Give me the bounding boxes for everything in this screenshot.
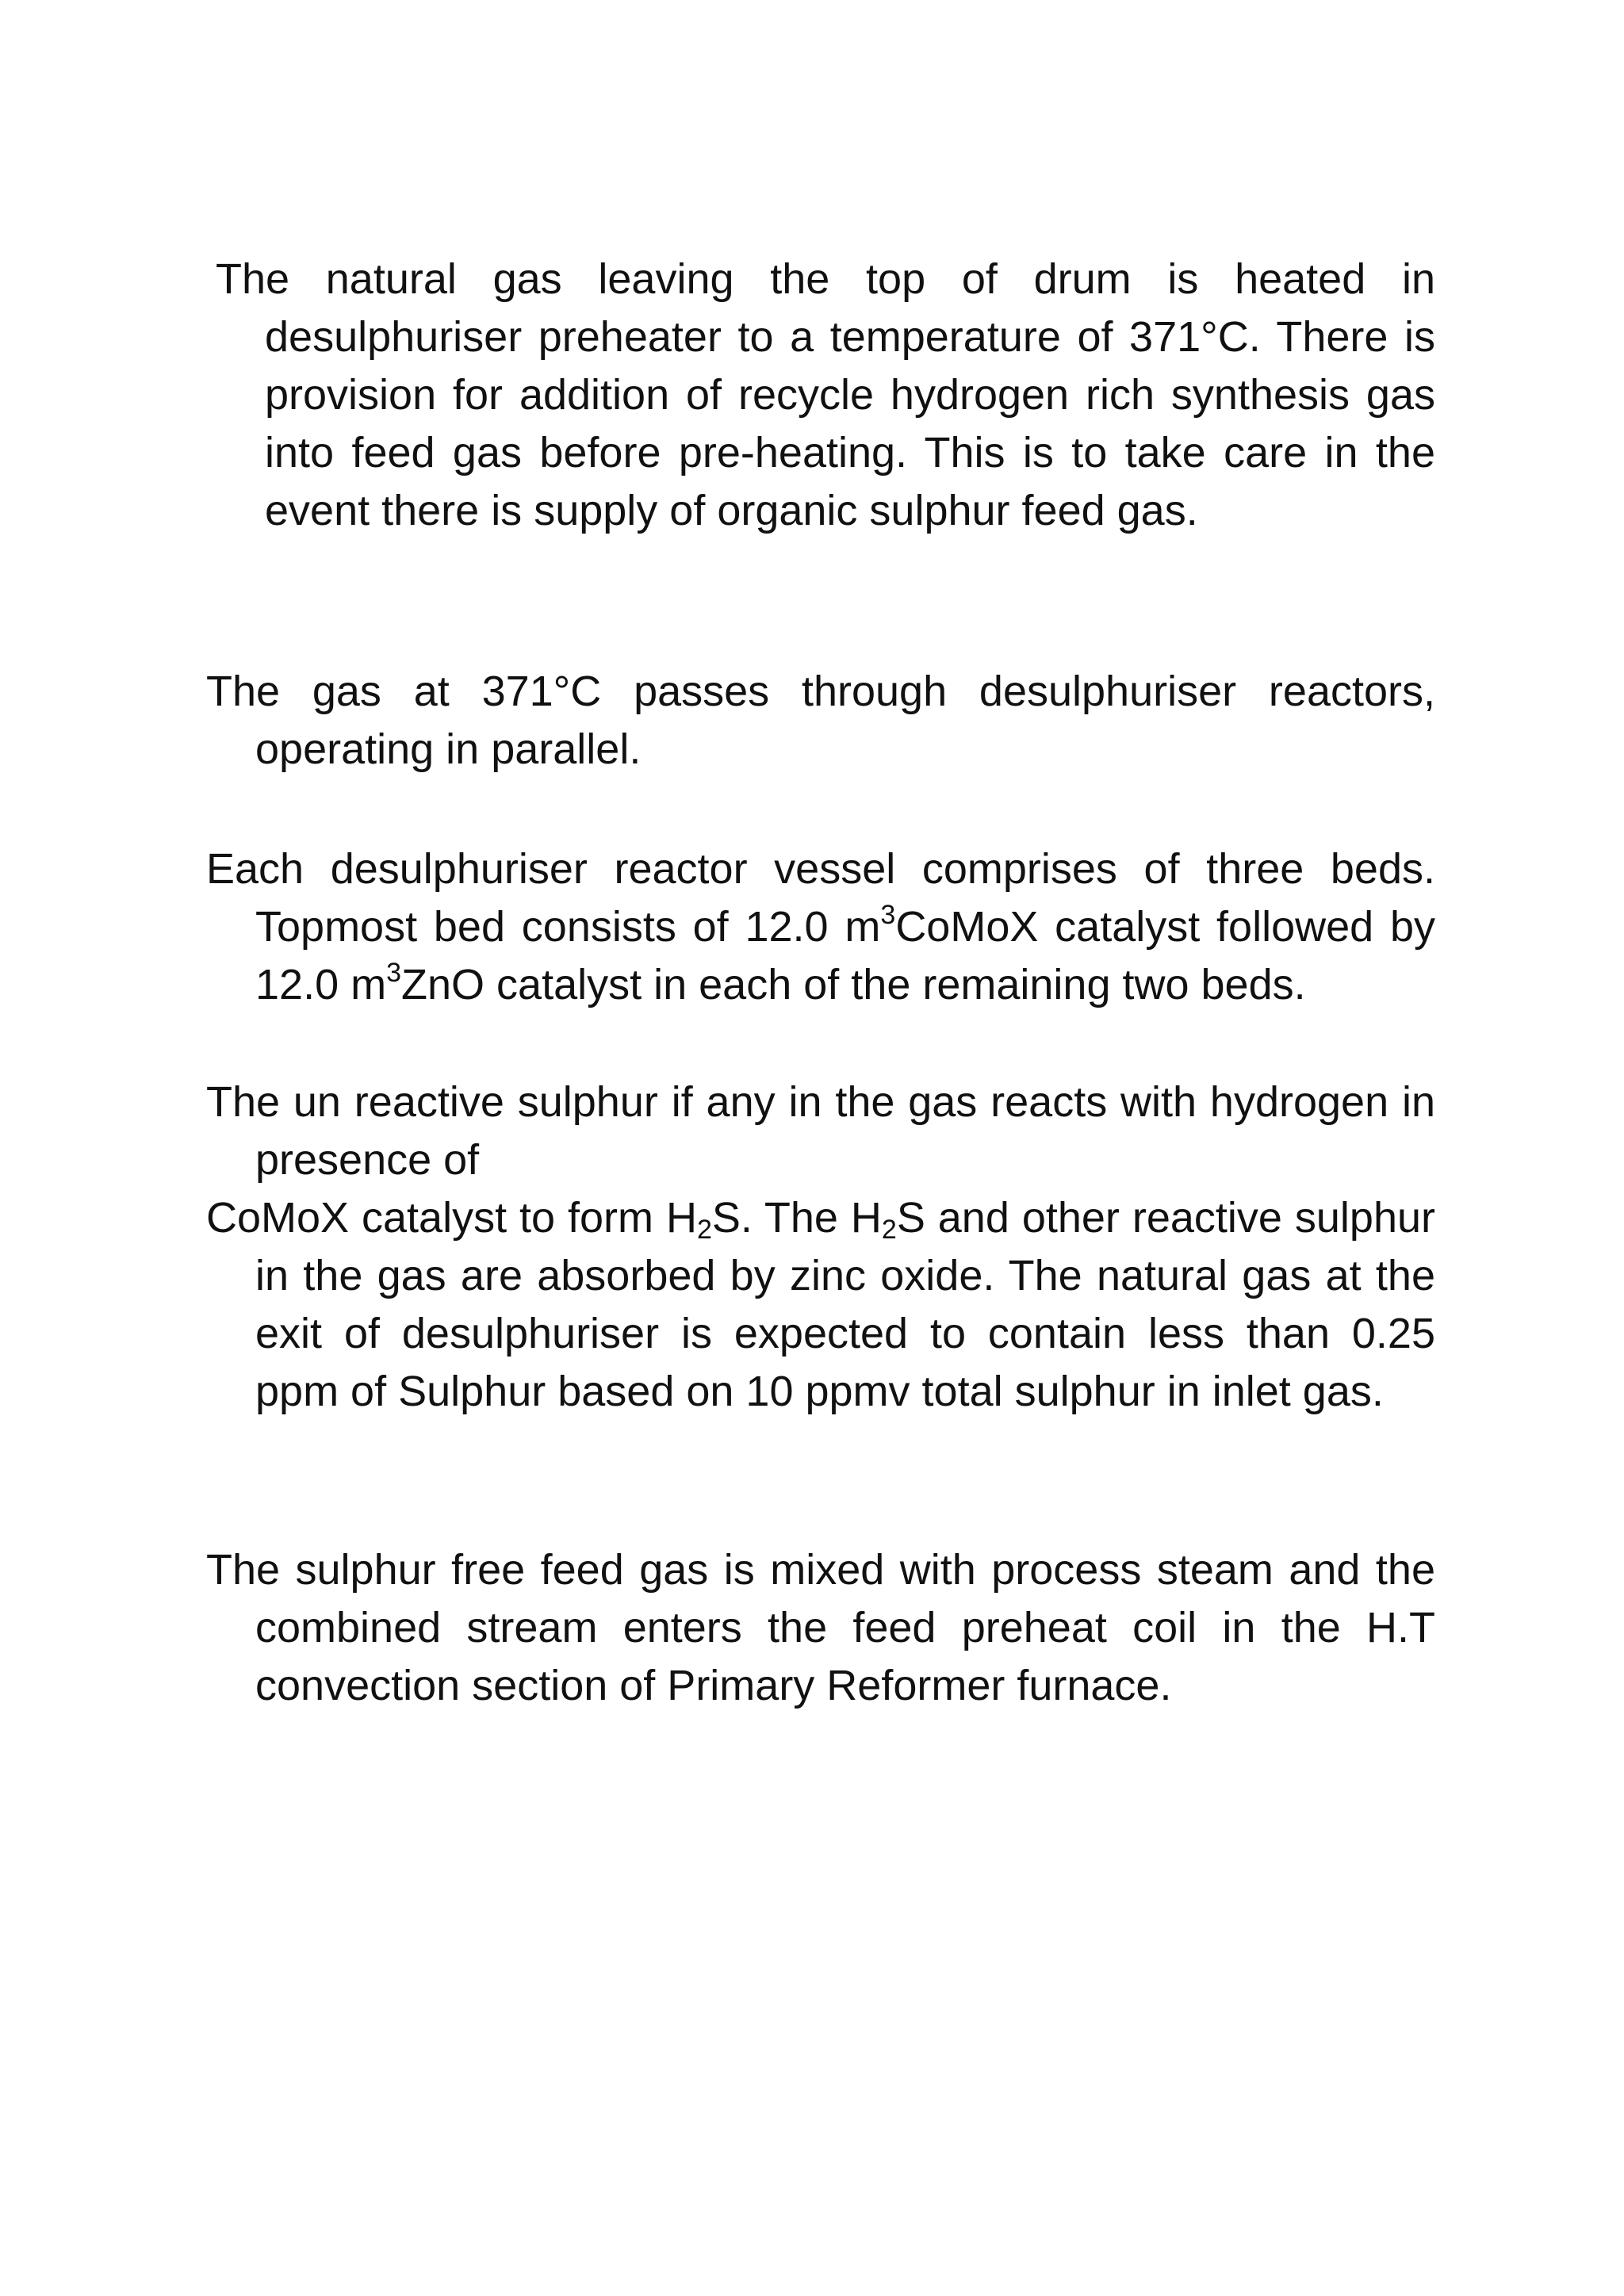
paragraph-desulphuriser-reactors: The gas at 371°C passes through desulphuriser reactors, operating in parallel. [206, 668, 1435, 773]
paragraph-desulphuriser-preheater: The natural gas leaving the top of drum is heated in desulphuriser preheater to a temperature of 371°C. There is provision for addition of recycle hydrogen rich synthesis gas into feed gas before pre-heating. This is to take care in the event there is supply of organic sulphur feed gas. [216, 255, 1435, 534]
paragraph-text: Each desulphuriser reactor vessel comprises of three beds. Topmost bed consists of 12.0 m [206, 845, 1435, 951]
subscript: 2 [881, 1215, 897, 1245]
paragraph-reactor-beds [206, 840, 1435, 1014]
paragraph-text: S. The H [711, 1194, 882, 1242]
superscript: 3 [386, 958, 402, 988]
paragraph-text: CoMoX catalyst followed by 12.0 m [255, 903, 1436, 1008]
paragraph-text: ZnO catalyst in each of the remaining two beds. [401, 961, 1306, 1008]
paragraph-comox-zinc-oxide [206, 1189, 1435, 1421]
paragraph-text: S and other reactive sulphur in the gas are absorbed by zinc oxide. The natural gas at the exit of desulphuriser is expected to contain less than 0.25 ppm of Sulphur based on 10 ppmv total sulphur in inlet gas. [255, 1194, 1435, 1415]
superscript: 3 [880, 900, 896, 930]
paragraph-feed-gas-mixing: The sulphur free feed gas is mixed with process steam and the combined stream enters the feed preheat coil in the H.T convection section of Primary Reformer furnace. [206, 1546, 1435, 1709]
subscript: 2 [696, 1215, 712, 1245]
paragraph-unreactive-sulphur: The un reactive sulphur if any in the gas reacts with hydrogen in presence of [206, 1078, 1435, 1184]
paragraph-text: CoMoX catalyst to form H [206, 1194, 697, 1242]
